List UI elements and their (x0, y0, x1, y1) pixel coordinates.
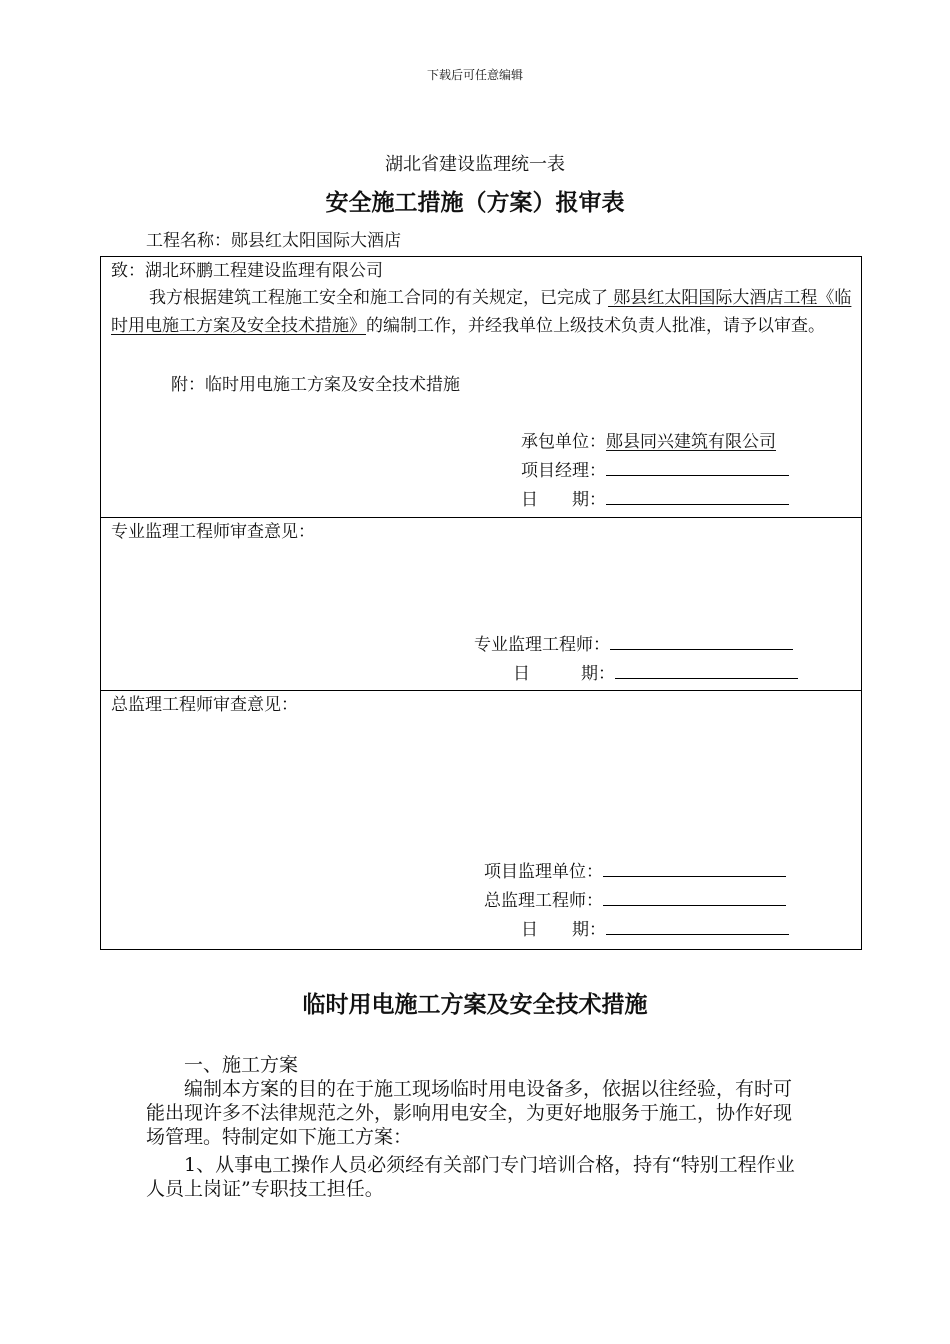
date-blank-1[interactable] (606, 486, 789, 505)
form-title: 安全施工措施（方案）报审表 (325, 189, 625, 216)
submission-paragraph (111, 284, 855, 340)
date-blank-3[interactable] (606, 916, 789, 935)
engineer-review-section (101, 518, 861, 691)
engineer-review-heading: 专业监理工程师审查意见： (111, 522, 315, 542)
manager-label: 项目经理： (521, 461, 606, 481)
date-label-3: 日 期： (521, 920, 606, 940)
date-line-2 (513, 660, 798, 688)
supervision-unit-blank[interactable] (603, 858, 786, 877)
engineer-line (474, 631, 793, 659)
document-title: 临时用电施工方案及安全技术措施 (302, 991, 648, 1018)
chief-review-heading: 总监理工程师审查意见： (111, 695, 298, 715)
engineer-blank[interactable] (610, 631, 793, 650)
header-note: 下载后可任意编辑 (426, 68, 523, 82)
project-label: 工程名称： (146, 231, 231, 251)
addressee: 致：湖北环鹏工程建设监理有限公司 (111, 261, 383, 281)
engineer-label: 专业监理工程师： (474, 635, 610, 655)
chief-engineer-line (484, 887, 786, 915)
project-name-line (146, 226, 401, 251)
supervision-unit-line (484, 858, 786, 886)
submission-section (101, 257, 861, 518)
manager-line (521, 457, 789, 485)
chief-engineer-blank[interactable] (603, 887, 786, 906)
date-line-1 (521, 486, 789, 514)
project-name: 郧县红太阳国际大酒店 (231, 231, 401, 251)
para-project: 郧县红太阳国际大酒店工程《临时用电施工方案及安全技术措施》 (111, 288, 852, 336)
attachment-note: 附：临时用电施工方案及安全技术措施 (171, 375, 460, 395)
date-label-1: 日 期： (521, 490, 606, 510)
section-heading: 一、施工方案 (184, 1054, 299, 1076)
contractor-line (521, 428, 776, 456)
form-subtitle: 湖北省建设监理统一表 (385, 154, 565, 175)
body-paragraph-2: 1、从事电工操作人员必须经有关部门专门培训合格，持有“特别工程作业人员上岗证”专职技工担任。 (146, 1154, 795, 1200)
chief-engineer-label: 总监理工程师： (484, 891, 603, 911)
approval-form-table (100, 256, 862, 950)
date-label-2: 日 期： (513, 664, 615, 684)
contractor-value: 郧县同兴建筑有限公司 (606, 432, 776, 452)
body-paragraph-1: 编制本方案的目的在于施工现场临时用电设备多，依据以往经验，有时可能出现许多不法律规范之外，影响用电安全，为更好地服务于施工，协作好现场管理。特制定如下施工方案： (146, 1078, 793, 1148)
supervision-unit-label: 项目监理单位： (484, 862, 603, 882)
manager-blank[interactable] (606, 457, 789, 476)
para-text-a: 我方根据建筑工程施工安全和施工合同的有关规定，已完成了 (149, 288, 608, 308)
date-line-3 (521, 916, 789, 944)
para-text-b: 的编制工作，并经我单位上级技术负责人批准，请予以审查。 (366, 316, 825, 336)
chief-review-section (101, 691, 861, 950)
contractor-label: 承包单位： (521, 432, 606, 452)
date-blank-2[interactable] (615, 660, 798, 679)
